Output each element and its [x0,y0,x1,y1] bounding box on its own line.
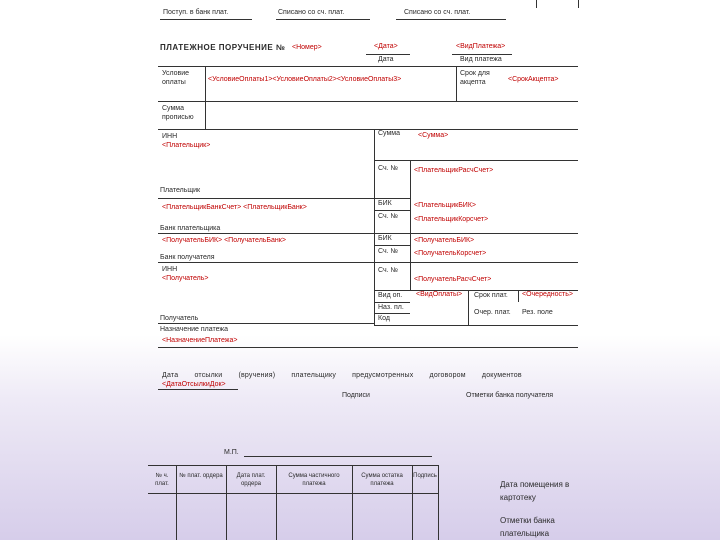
table-header-line [148,493,438,494]
payer-corr-value: <ПлательщикКорсчет> [414,216,489,223]
payer-bik-label: БИК [378,200,392,207]
recv-acc-value: <ПолучательРасчСчет> [414,276,492,283]
payer-acc-value: <ПлательщикРасчСчет> [414,167,494,174]
order-date-caption: Дата [378,56,394,63]
op-order-value: <Очередность> [522,291,573,298]
payer-acc-bottom-line [374,198,410,199]
payer-bank-value: <ПлательщикБанкСчет> <ПлательщикБанк> [162,204,307,211]
recv-corr-bottom-line [374,262,578,263]
header-line-2 [276,19,370,20]
op-term-label: Срок плат. [474,292,508,299]
op-divider-1 [468,290,469,325]
table-col-3 [276,465,277,540]
header-debited: Списано со сч. плат. [278,9,345,16]
docs-date-value: <ДатаОтсылкиДок> [162,381,226,388]
payer-inn-value: <Плательщик> [162,142,211,149]
op-bottom-line [374,325,578,326]
table-header-4: Сумма частичного платежа [288,473,340,487]
op-type-value: <ВидОплаты> [416,291,463,298]
payer-bank-marks: Отметки банка плательщика [500,516,555,538]
recv-corr-label: Сч. № [378,248,399,255]
conditions-divider-2 [456,66,457,101]
receiver-inn-value: <Получатель> [162,275,209,282]
header-received: Поступ. в банк плат. [163,9,229,16]
docs-bank-marks: Отметки банка получателя [466,392,554,399]
table-col-2 [226,465,227,540]
receiver-bottom-line [158,323,374,324]
op-type-label: Вид оп. [378,292,403,299]
conditions-bottom-line [158,101,578,102]
purpose-label: Назначение платежа [160,326,228,333]
op-line-1 [374,302,410,303]
table-header-6: Подпись [413,473,437,479]
order-pay-type: <ВидПлатежа> [456,43,506,50]
docs-line: Дата отсылки (вручения) плательщику предусмотренных договором документов [162,372,522,379]
payer-bank-label: Банк плательщика [160,225,221,232]
table-header-1: № ч. плат. [155,473,169,487]
recv-acc-label: Сч. № [378,267,399,274]
table-header-2: № плат. ордера [179,473,223,479]
order-number: <Номер> [292,44,322,51]
table-header-3: Дата плат. ордера [236,473,266,487]
sum-label: Сумма [378,130,400,137]
header-line-1 [160,19,252,20]
receiver-label: Получатель [160,315,199,322]
purpose-value: <НазначениеПлатежа> [162,337,238,344]
receiver-inn-label: ИНН [162,266,178,273]
grid-divider-main [374,129,375,325]
payer-corr-label: Сч. № [378,213,399,220]
order-date: <Дата> [374,43,398,50]
op-res-label: Рез. поле [522,309,553,316]
payer-bik-bottom-line [374,210,410,211]
op-line-2 [374,313,410,314]
table-col-1 [176,465,177,540]
recv-bik-label: БИК [378,235,392,242]
recv-bik-value: <ПолучательБИК> [414,237,475,244]
card-file-date: Дата помещения в картотеку [500,480,570,502]
table-col-6 [438,465,439,540]
conditions-top-line [158,66,578,67]
acceptance-label: Срок для акцепта [460,70,490,86]
op-order-label: Очер. плат. [474,309,511,316]
op-code-label: Код [378,315,390,322]
table-col-4 [352,465,353,540]
recv-bik-bottom-line [374,245,410,246]
amount-words-label: Сумма прописью [162,105,194,121]
sum-value: <Сумма> [418,132,449,139]
acceptance-value: <СрокАкцепта> [508,76,559,83]
payer-label: Плательщик [160,187,201,194]
receiver-bank-bottom-line [158,262,374,263]
order-date-line [366,54,410,55]
stamp-label: М.П. [224,449,239,456]
payer-inn-label: ИНН [162,133,178,140]
payer-bank-bottom-line [158,233,578,234]
table-header-5: Сумма остатка платежа [361,473,403,487]
payer-bik-value: <ПлательщикБИК> [414,202,476,209]
stamp-line [244,456,432,457]
header-debited-written: Списано со сч. плат. [404,9,471,16]
receiver-bank-label: Банк получателя [160,254,215,261]
payer-acc-label: Сч. № [378,165,399,172]
docs-signatures: Подписи [342,392,370,399]
header-corner-right [578,0,579,8]
op-purpose-label: Наз. пл. [378,304,404,311]
order-pay-type-caption: Вид платежа [460,56,502,63]
recv-corr-value: <ПолучательКорсчет> [414,250,487,257]
amount-words-divider [205,101,206,129]
payer-bottom-line [158,198,374,199]
amount-words-bottom-line [158,129,578,130]
header-corner-left [536,0,537,8]
order-pay-type-line [452,54,512,55]
receiver-bank-value: <ПолучательБИК> <ПолучательБанк> [162,237,286,244]
table-top-line [148,465,438,466]
order-title: ПЛАТЕЖНОЕ ПОРУЧЕНИЕ № [160,43,286,52]
purpose-bottom-line [158,347,578,348]
docs-date-line [158,389,238,390]
grid-divider-sub [410,160,411,290]
op-divider-2 [518,290,519,302]
sum-bottom-line [374,160,578,161]
conditions-value: <УсловиеОплаты1><УсловиеОплаты2><УсловиеОплаты3> [208,76,402,83]
header-line-3 [396,19,506,20]
conditions-label: Условие оплаты [162,70,190,86]
conditions-divider-1 [205,66,206,101]
